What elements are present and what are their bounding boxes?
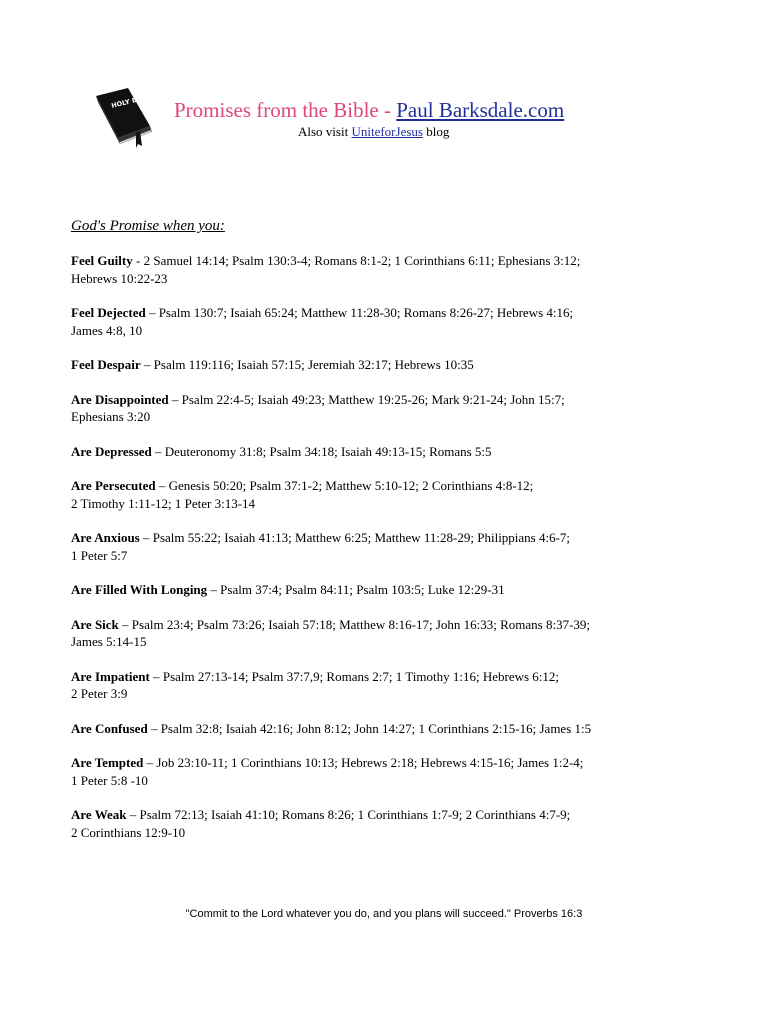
entry-separator: – — [126, 807, 140, 822]
entry-separator: – — [145, 305, 159, 320]
entry-separator: – — [139, 530, 153, 545]
entry-separator: - — [132, 253, 144, 268]
entry-separator: – — [149, 668, 163, 684]
section-title: God's Promise when you: — [71, 218, 225, 234]
entry-refs: Psalm 130:7; Isaiah 65:24; Matthew 11:28-30; Romans 8:26-27; Hebrews 4:16; — [158, 305, 574, 320]
entry-refs-cont: 2 Peter 3:9 — [71, 686, 128, 701]
entry-separator: – — [140, 357, 154, 372]
entry-refs-cont: 1 Peter 5:8 -10 — [71, 772, 148, 788]
page-title: Promises from the Bible — [174, 98, 379, 122]
promise-entry — [71, 668, 691, 703]
entry-refs-cont: Ephesians 3:20 — [71, 409, 151, 424]
entry-separator: – — [151, 443, 165, 459]
promise-entry — [71, 391, 691, 426]
entry-label: Are Depressed — [71, 443, 152, 459]
entry-separator: – — [168, 391, 182, 407]
entry-label: Are Confused — [71, 720, 148, 736]
entry-refs: Psalm 32:8; Isaiah 42:16; John 8:12; John 14:27; 1 Corinthians 2:15-16; James 1:5 — [160, 720, 592, 736]
entry-refs: Psalm 55:22; Isaiah 41:13; Matthew 6:25; Matthew 11:28-29; Philippians 4:6-7; — [152, 530, 571, 545]
entry-refs: Psalm 37:4; Psalm 84:11; Psalm 103:5; Luke 12:29-31 — [220, 582, 505, 597]
entry-refs: Psalm 119:116; Isaiah 57:15; Jeremiah 32:17; Hebrews 10:35 — [153, 357, 474, 372]
entry-separator: – — [118, 616, 132, 632]
promise-entry — [71, 720, 691, 738]
title-separator: - — [378, 98, 397, 122]
promise-entry — [71, 806, 691, 841]
entry-label: Feel Dejected — [71, 305, 146, 320]
footer-quote: "Commit to the Lord whatever you do, and you plans will succeed." Proverbs 16:3 — [185, 908, 583, 920]
entry-refs: 2 Samuel 14:14; Psalm 130:3-4; Romans 8:1-2; 1 Corinthians 6:11; Ephesians 3:12; — [143, 253, 581, 268]
entry-label: Feel Despair — [71, 357, 141, 372]
entry-label: Are Weak — [71, 807, 127, 822]
entry-label: Are Filled With Longing — [71, 582, 208, 597]
entry-label: Feel Guilty — [71, 253, 133, 268]
entry-separator: – — [207, 582, 221, 597]
promise-list — [71, 252, 691, 858]
entry-separator: – — [147, 720, 161, 736]
entry-refs: Psalm 23:4; Psalm 73:26; Isaiah 57:18; Matthew 8:16-17; John 16:33; Romans 8:37-39; — [131, 616, 591, 632]
entry-separator: – — [143, 755, 157, 770]
entry-refs: Genesis 50:20; Psalm 37:1-2; Matthew 5:10-12; 2 Corinthians 4:8-12; — [168, 478, 534, 493]
promise-entry — [71, 529, 691, 564]
header-subline — [298, 123, 449, 141]
page-header-title — [174, 96, 564, 124]
entry-refs-cont: James 5:14-15 — [71, 634, 147, 649]
promise-entry — [71, 754, 691, 789]
promise-entry — [71, 304, 691, 339]
sub-suffix: blog — [422, 124, 450, 139]
promise-entry — [71, 252, 691, 287]
entry-refs: Psalm 27:13-14; Psalm 37:7,9; Romans 2:7; 1 Timothy 1:16; Hebrews 6:12; — [162, 668, 560, 684]
logo-text: HOLY BIBLE — [110, 92, 154, 110]
entry-label: Are Sick — [71, 616, 119, 632]
entry-refs-cont: 2 Corinthians 12:9-10 — [71, 824, 186, 840]
promise-entry — [71, 477, 691, 512]
entry-refs-cont: 1 Peter 5:7 — [71, 547, 128, 563]
entry-refs: Psalm 22:4-5; Isaiah 49:23; Matthew 19:25-26; Mark 9:21-24; John 15:7; — [181, 391, 565, 407]
holy-bible-book-icon — [90, 84, 158, 152]
promise-entry — [71, 443, 691, 461]
entry-separator: – — [155, 478, 169, 493]
entry-label: Are Tempted — [71, 755, 144, 770]
entry-refs-cont: 2 Timothy 1:11-12; 1 Peter 3:13-14 — [71, 495, 256, 511]
entry-label: Are Anxious — [71, 530, 140, 545]
entry-refs: Psalm 72:13; Isaiah 41:10; Romans 8:26; 1 Corinthians 1:7-9; 2 Corinthians 4:7-9; — [139, 807, 571, 822]
blog-link[interactable]: UniteforJesus — [351, 124, 423, 139]
entry-refs-cont: Hebrews 10:22-23 — [71, 270, 168, 286]
promise-entry — [71, 581, 691, 599]
entry-refs: Deuteronomy 31:8; Psalm 34:18; Isaiah 49:13-15; Romans 5:5 — [164, 443, 492, 459]
entry-refs-cont: James 4:8, 10 — [71, 322, 143, 338]
entry-label: Are Persecuted — [71, 478, 156, 493]
site-link[interactable]: Paul Barksdale.com — [396, 98, 565, 122]
entry-label: Are Disappointed — [71, 391, 169, 407]
sub-prefix: Also visit — [298, 124, 352, 139]
promise-entry — [71, 356, 691, 374]
entry-refs: Job 23:10-11; 1 Corinthians 10:13; Hebrews 2:18; Hebrews 4:15-16; James 1:2-4; — [156, 755, 584, 770]
entry-label: Are Impatient — [71, 668, 150, 684]
promise-entry — [71, 616, 691, 651]
